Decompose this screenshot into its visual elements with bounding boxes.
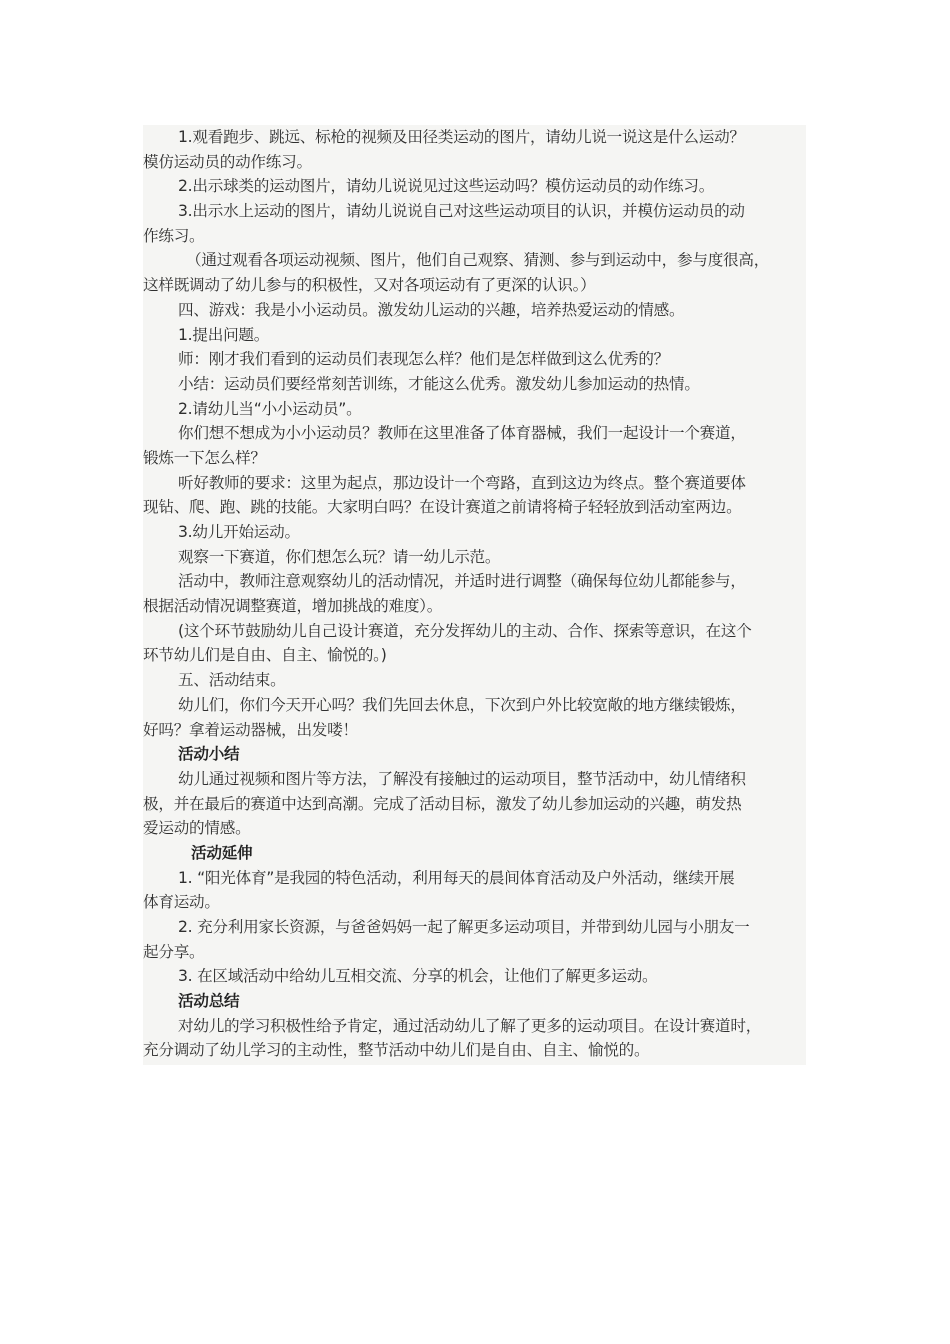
- text-line: 1.观看跑步、跳远、标枪的视频及田径类运动的图片，请幼儿说一说这是什么运动？: [178, 128, 745, 146]
- text-line: 你们想不想成为小小运动员？教师在这里准备了体育器械，我们一起设计一个赛道，: [178, 424, 746, 443]
- text-line: 1.提出问题。: [178, 325, 270, 344]
- text-line: 3.幼儿开始运动。: [178, 523, 300, 541]
- text-line: 作练习。: [143, 226, 205, 245]
- text-line: 幼儿们，你们今天开心吗？我们先回去休息，下次到户外比较宽敞的地方继续锻炼，: [178, 695, 746, 714]
- text-line: 体育运动。: [143, 893, 220, 912]
- text-line: 起分享。: [143, 942, 205, 961]
- text-line: 四、游戏：我是小小运动员。激发幼儿运动的兴趣，培养热爱运动的情感。: [178, 300, 685, 319]
- text-line: 听好教师的要求：这里为起点，那边设计一个弯路，直到这边为终点。整个赛道要体: [178, 473, 746, 492]
- text-line: 充分调动了幼儿学习的主动性，整节活动中幼儿们是自由、自主、愉悦的。: [143, 1041, 650, 1060]
- text-line: 2.出示球类的运动图片，请幼儿说说见过这些运动吗？模仿运动员的动作练习。: [178, 177, 715, 196]
- text-line: 五、活动结束。: [178, 671, 286, 690]
- section-heading: 活动延伸: [191, 843, 253, 862]
- section-heading: 活动总结: [178, 992, 240, 1011]
- text-line: (这个环节鼓励幼儿自己设计赛道，充分发挥幼儿的主动、合作、探索等意识，在这个: [178, 621, 752, 640]
- section-heading: 活动小结: [178, 745, 240, 764]
- text-line: 3. 在区域活动中给幼儿互相交流、分享的机会，让他们了解更多运动。: [178, 967, 658, 986]
- text-line: 师：刚才我们看到的运动员们表现怎么样？他们是怎样做到这么优秀的？: [178, 350, 670, 369]
- text-line: 爱运动的情感。: [143, 819, 251, 838]
- text-line: 模仿运动员的动作练习。: [143, 152, 312, 171]
- text-line: 2.请幼儿当“小小运动员”。: [178, 399, 362, 418]
- text-line: 锻炼一下怎么样？: [143, 448, 266, 467]
- text-line: 2. 充分利用家长资源，与爸爸妈妈一起了解更多运动项目，并带到幼儿园与小朋友一: [178, 918, 750, 936]
- text-line: 活动中，教师注意观察幼儿的活动情况，并适时进行调整（确保每位幼儿都能参与，: [178, 572, 746, 591]
- text-line: 根据活动情况调整赛道，增加挑战的难度）。: [143, 597, 443, 616]
- text-line: 好吗？拿着运动器械，出发喽！: [143, 720, 358, 739]
- text-line: 幼儿通过视频和图片等方法，了解没有接触过的运动项目，整节活动中，幼儿情绪积: [178, 769, 746, 788]
- text-line: 观察一下赛道，你们想怎么玩？请一幼儿示范。: [178, 547, 501, 566]
- text-line: 现钻、爬、跑、跳的技能。大家明白吗？在设计赛道之前请将椅子轻轻放到活动室两边。: [143, 498, 742, 517]
- text-line: 环节幼儿们是自由、自主、愉悦的。): [143, 646, 387, 665]
- text-line: 小结：运动员们要经常刻苦训练，才能这么优秀。激发幼儿参加运动的热情。: [178, 374, 700, 393]
- text-line: 对幼儿的学习积极性给予肯定，通过活动幼儿了解了更多的运动项目。在设计赛道时，: [178, 1016, 762, 1035]
- text-line: 这样既调动了幼儿参与的积极性，又对各项运动有了更深的认识。）: [143, 276, 596, 295]
- text-line: 3.出示水上运动的图片，请幼儿说说自己对这些运动项目的认识，并模仿运动员的动: [178, 202, 745, 221]
- text-line: （通过观看各项运动视频、图片，他们自己观察、猜测、参与到运动中，参与度很高，: [186, 251, 770, 270]
- text-line: 极，并在最后的赛道中达到高潮。完成了活动目标，激发了幼儿参加运动的兴趣，萌发热: [143, 794, 742, 813]
- document-body: [143, 125, 806, 1065]
- text-line: 1. “阳光体育”是我园的特色活动，利用每天的晨间体育活动及户外活动，继续开展: [178, 868, 735, 887]
